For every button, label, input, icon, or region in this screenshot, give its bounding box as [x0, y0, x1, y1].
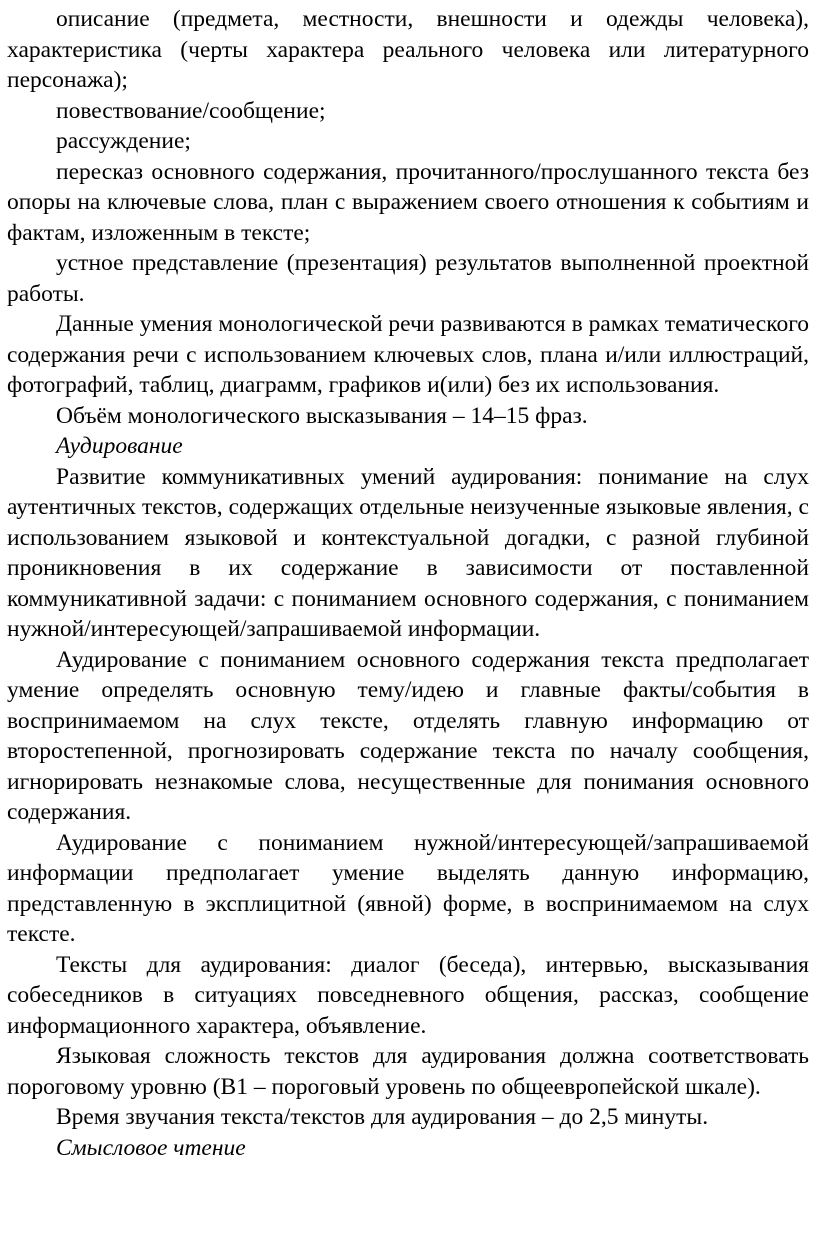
paragraph-listening-texts: Тексты для аудирования: диалог (беседа), интервью, высказывания собеседников в ситуациях повседневного общения, рассказ, сообщение информационного характера, объявление. [7, 951, 809, 1039]
paragraph-listening-skills: Развитие коммуникативных умений аудирования: понимание на слух аутентичных текстов, содержащих отдельные неизученные языковые явления, с использованием языковой и контекстуальной догадки, с разной глубиной проникновения в их содержание в зависимости от поставленной коммуникативной задачи: с пониманием основного содержания, с пониманием нужной/интересующей/запрашиваемой информации. [7, 463, 809, 642]
paragraph-monologue-skills: Данные умения монологической речи развиваются в рамках тематического содержания речи с использованием ключевых слов, плана и/или иллюстраций, фотографий, таблиц, диаграмм, графиков и(или) без их использования. [7, 311, 809, 398]
paragraph-retelling: пересказ основного содержания, прочитанного/прослушанного текста без опоры на ключевые слова, план с выражением своего отношения к событиям и фактам, изложенным в тексте; [7, 158, 809, 246]
paragraph-narration: повествование/сообщение; [56, 97, 326, 124]
paragraph-listening-complexity: Языковая сложность текстов для аудирования должна соответствовать пороговому уровню (В1 – пороговый уровень по общеевропейской шкале). [7, 1043, 809, 1100]
paragraph-listening-duration: Время звучания текста/текстов для аудирования – до 2,5 минуты. [56, 1104, 709, 1130]
paragraph-listening-main-content: Аудирование с пониманием основного содержания текста предполагает умение определять основную тему/идею и главные факты/события в воспринимаемом на слух тексте, отделять главную информацию от второстепенной, прогнозировать содержание текста по началу сообщения, игнорировать незнакомые слова, несущественные для понимания основного содержания. [7, 646, 809, 825]
paragraph-listening-specific-info: Аудирование с пониманием нужной/интересующей/запрашиваемой информации предполагает умение выделять данную информацию, представленную в эксплицитной (явной) форме, в воспринимаемом на слух тексте. [7, 829, 809, 947]
section-heading-reading: Смысловое чтение [56, 1134, 246, 1161]
section-heading-listening: Аудирование [56, 433, 183, 459]
paragraph-description: описание (предмета, местности, внешности и одежды человека), характеристика (черты характера реального человека или литературного персонажа); [7, 6, 809, 93]
paragraph-reasoning: рассуждение; [56, 128, 191, 154]
paragraph-presentation: устное представление (презентация) результатов выполненной проектной работы. [7, 250, 809, 307]
paragraph-monologue-volume: Объём монологического высказывания – 14–15 фраз. [56, 402, 588, 429]
